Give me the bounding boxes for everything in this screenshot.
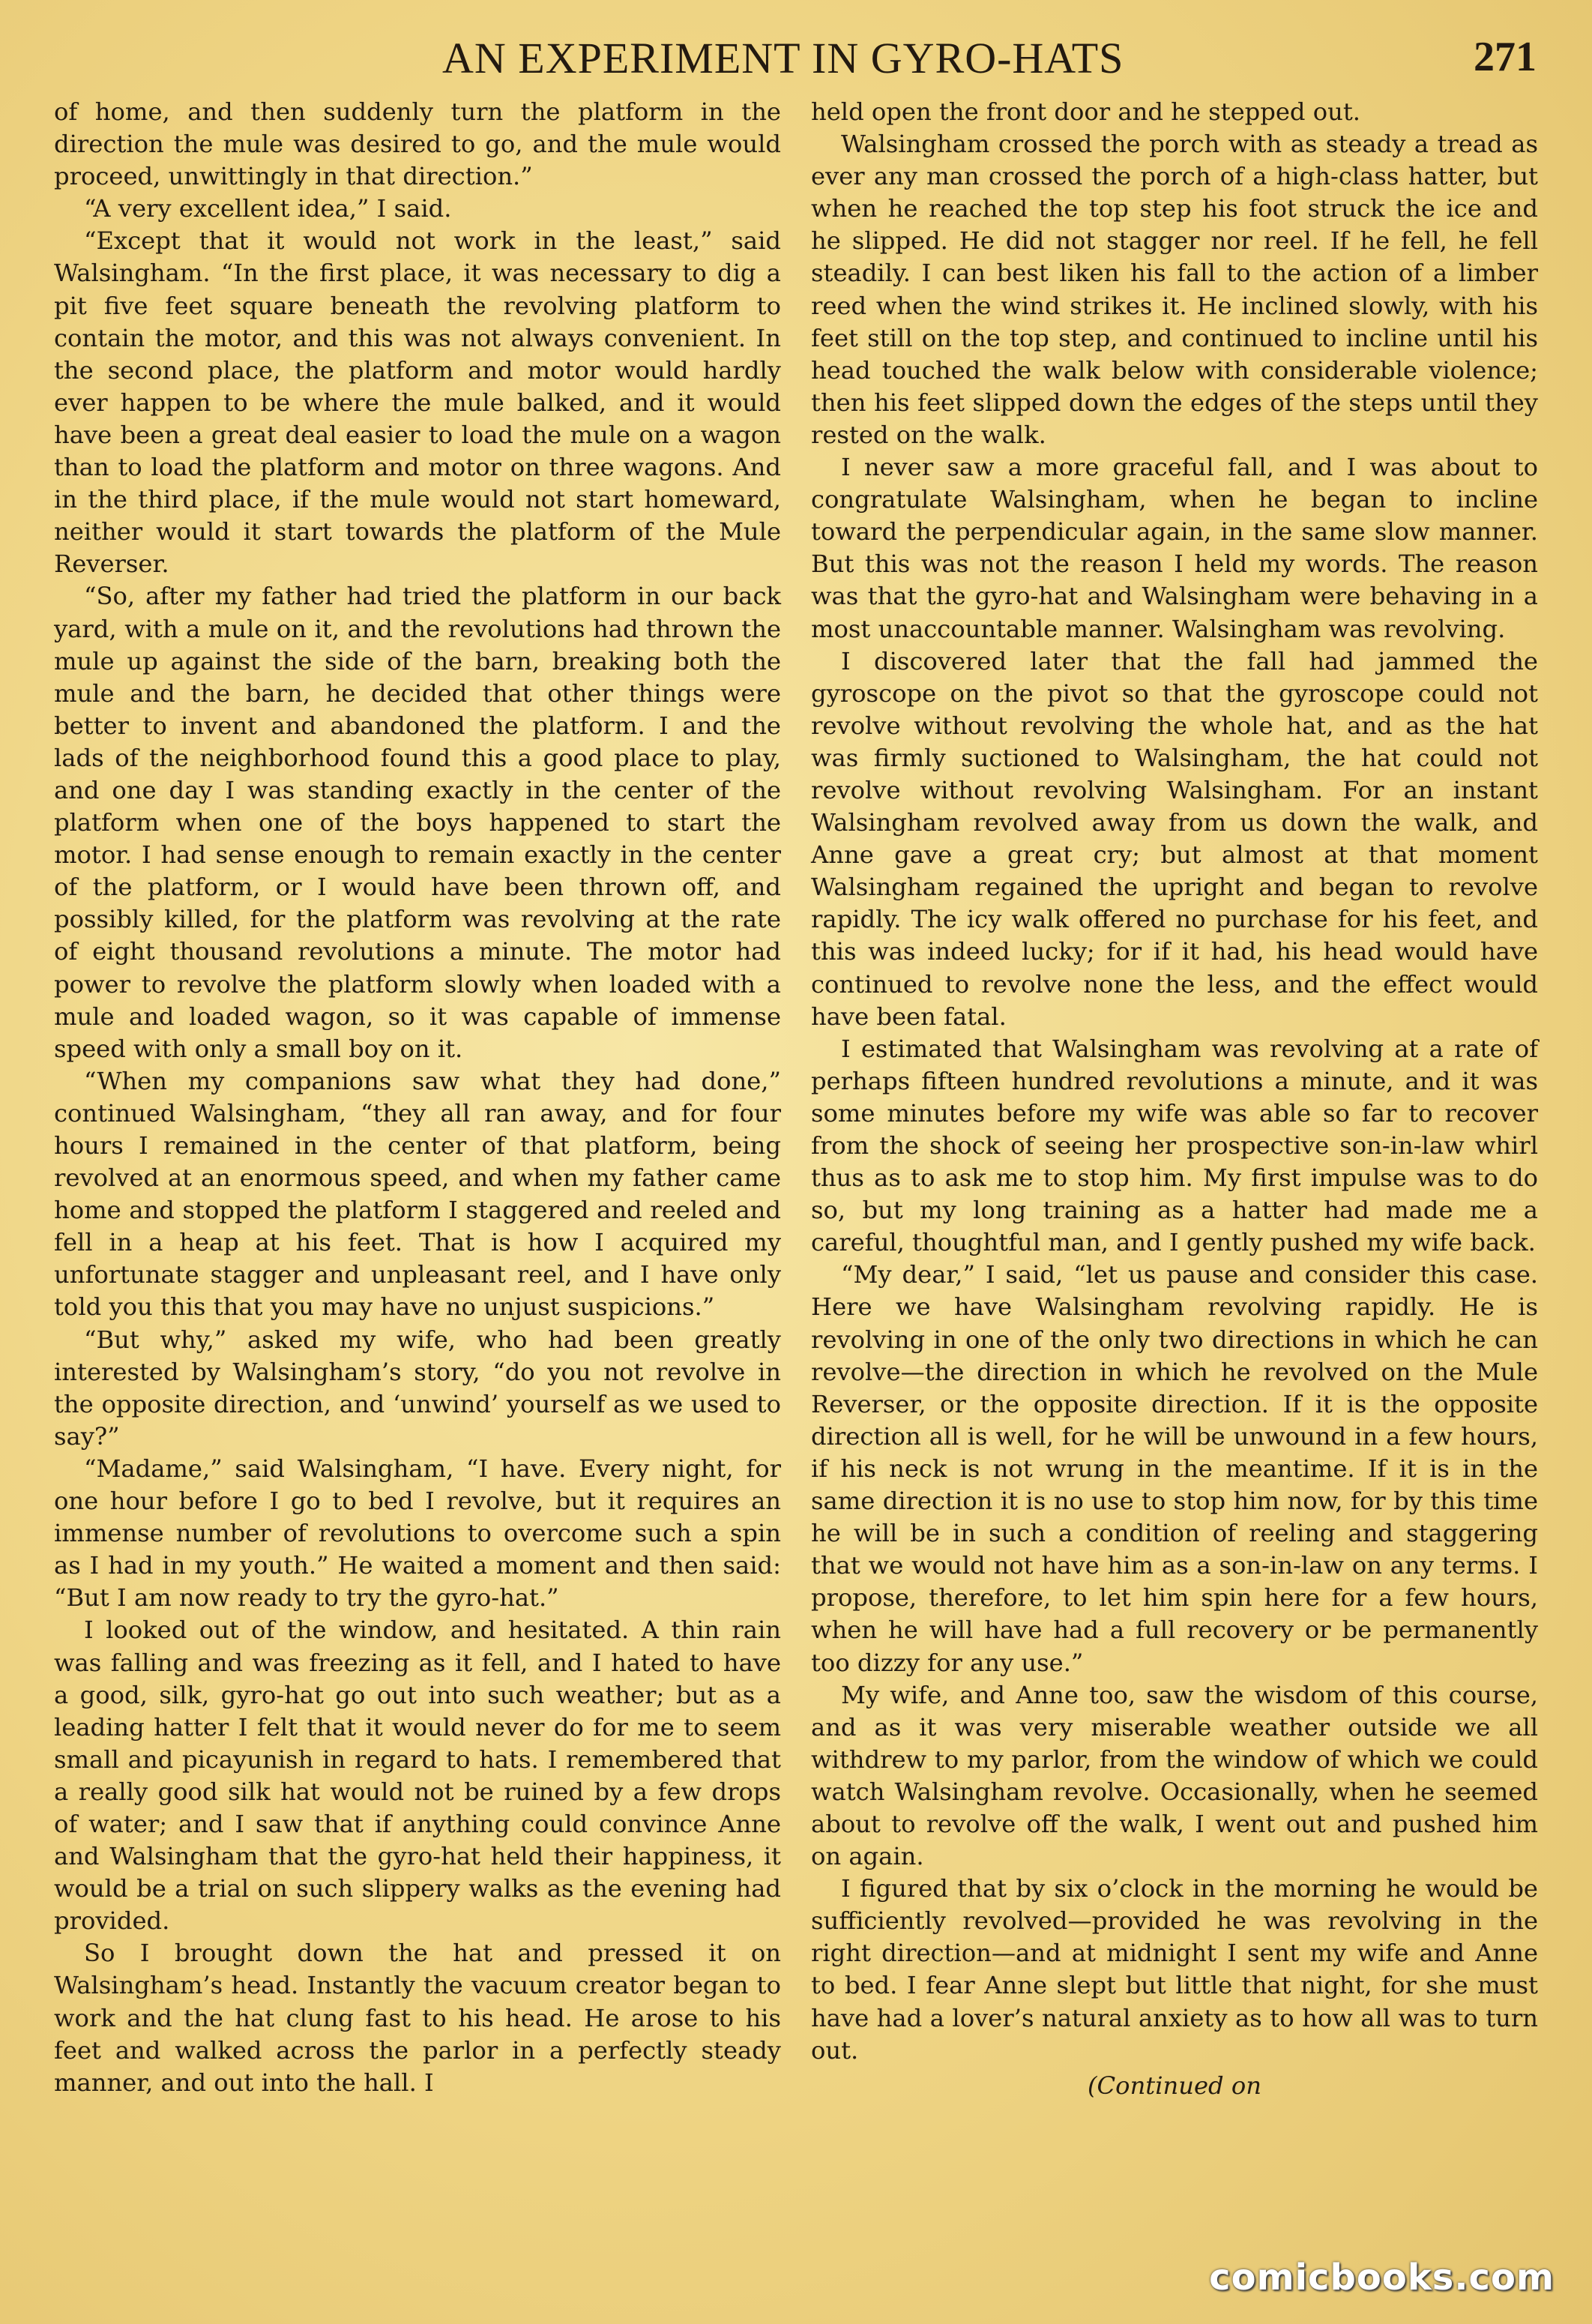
paragraph: “My dear,” I said, “let us pause and consider this case. Here we have Walsingham revolving rapidly. He is revolving in one of the only two directions in which he can revolve—the direction in which he revolved on the Mule Reverser, or the opposite direction. If it is the opposite direction all is well, for he will be unwound in a few hours, if his neck is not wrung in the meantime. If it is in the same direction it is no use to stop him now, for by this time he will be in such a condition of reeling and staggering that we would not have him as a son-in-law on any terms. I propose, therefore, to let him spin here for a few hours, when he will have had a full recovery or be permanently too dizzy for any use.” [811,1260,1538,1677]
paragraph: I figured that by six o’clock in the morning he would be sufficiently revolved—provided he was revolving in the right direction—and at midnight I sent my wife and Anne to bed. I fear Anne slept but little that night, for she must have had a lover’s natural anxiety as to how all was to turn out. [811,1874,1538,2065]
page-number: 271 [1474,34,1537,80]
right-column [811,96,1538,2102]
running-title: AN EXPERIMENT IN GYRO-HATS [442,34,1124,82]
paragraph: “Except that it would not work in the least,” said Walsingham. “In the first place, it was necessary to dig a pit five feet square beneath the revolving platform to contain the motor, and this was not always convenient. In the second place, the platform and motor would hardly ever happen to be where the mule balked, and it would have been a great deal easier to load the mule on a wagon than to load the platform and motor on three wagons. And in the third place, if the mule would not start homeward, neither would it start towards the platform of the Mule Reverser. [54,226,781,579]
paragraph: I never saw a more graceful fall, and I was about to congratulate Walsingham, when he began to incline toward the perpendicular again, in the same slow manner. But this was not the reason I held my words. The reason was that the gyro-hat and Walsingham were behaving in a most unaccountable manner. Walsingham was revolving. [811,453,1538,643]
site-watermark: comicbooks.com [1209,2257,1555,2299]
paragraph: I looked out of the window, and hesitated. A thin rain was falling and was freezing as it fell, and I hated to have a good, silk, gyro-hat go out into such weather; but as a leading hatter I felt that it would never do for me to seem small and picayunish in regard to hats. I remembered that a really good silk hat would not be ruined by a few drops of water; and I saw that if anything could convince Anne and Walsingham that the gyro-hat held their happiness, it would be a trial on such slippery walks as the evening had provided. [54,1616,781,1936]
paragraph: I estimated that Walsingham was revolving at a rate of perhaps fifteen hundred revolutions a minute, and it was some minutes before my wife was able so far to recover from the shock of seeing her prospective son-in-law whirl thus as to ask me to stop him. My first impulse was to do so, but my long training as a hatter had made me a careful, thoughtful man, and I gently pushed my wife back. [811,1034,1538,1257]
continued-note: (Continued on [1088,2071,1261,2100]
paragraph: My wife, and Anne too, saw the wisdom of this course, and as it was very miserable weather outside we all withdrew to my parlor, from the window of which we could watch Walsingham revolve. Occasionally, when he seemed about to revolve off the walk, I went out and pushed him on again. [811,1680,1538,1871]
paragraph: “So, after my father had tried the platform in our back yard, with a mule on it, and the revolutions had thrown the mule up against the side of the barn, breaking both the mule and the barn, he decided that other things were better to invent and abandoned the platform. I and the lads of the neighborhood found this a good place to play, and one day I was standing exactly in the center of the platform when one of the boys happened to start the motor. I had sense enough to remain exactly in the center of the platform, or I would have been thrown off, and possibly killed, for the platform was revolving at the rate of eight thousand revolutions a minute. The motor had power to revolve the platform slowly when loaded with a mule and loaded wagon, so it was capable of immense speed with only a small boy on it. [54,582,781,1063]
paragraph: I discovered later that the fall had jammed the gyroscope on the pivot so that the gyroscope could not revolve without revolving the whole hat, and as the hat was firmly suctioned to Walsingham, the hat could not revolve without revolving Walsingham. For an instant Walsingham revolved away from us down the walk, and Anne gave a great cry; but almost at that moment Walsingham regained the upright and began to revolve rapidly. The icy walk offered no purchase for his feet, and this was indeed lucky; for if it had, his head would have continued to revolve none the less, and the effect would have been fatal. [811,646,1538,1031]
paragraph: Walsingham crossed the porch with as steady a tread as ever any man crossed the porch of a high-class hatter, but when he reached the top step his foot struck the ice and he slipped. He did not stagger nor reel. If he fell, he fell steadily. I can best liken his fall to the action of a limber reed when the wind strikes it. He inclined slowly, with his feet still on the top step, and continued to incline until his head touched the walk below with considerable violence; then his feet slipped down the edges of the steps until they rested on the walk. [811,130,1538,449]
paragraph: of home, and then suddenly turn the platform in the direction the mule was desired to go, and the mule would proceed, unwittingly in that direction.” [54,97,781,191]
paragraph: “A very excellent idea,” I said. [84,194,452,223]
paragraph: “Madame,” said Walsingham, “I have. Every night, for one hour before I go to bed I revolve, but it requires an immense number of revolutions to overcome such a spin as I had in my youth.” He waited a moment and then said: “But I am now ready to try the gyro-hat.” [54,1454,781,1613]
left-column [54,96,781,2099]
paragraph: held open the front door and he stepped out. [811,97,1361,126]
page-header [420,33,1544,93]
paragraph: “But why,” asked my wife, who had been greatly interested by Walsingham’s story, “do you not revolve in the opposite direction, and ‘unwind’ yourself as we used to say?” [54,1325,781,1451]
paragraph: So I brought down the hat and pressed it on Walsingham’s head. Instantly the vacuum creator began to work and the hat clung fast to his head. He arose to his feet and walked across the parlor in a perfectly steady manner, and out into the hall. I [54,1939,781,2097]
paragraph: “When my companions saw what they had done,” continued Walsingham, “they all ran away, and for four hours I remained in the center of that platform, being revolved at an enormous speed, and when my father came home and stopped the platform I staggered and reeled and fell in a heap at his feet. That is how I acquired my unfortunate stagger and unpleasant reel, and I have only told you this that you may have no unjust suspicions.” [54,1066,781,1322]
